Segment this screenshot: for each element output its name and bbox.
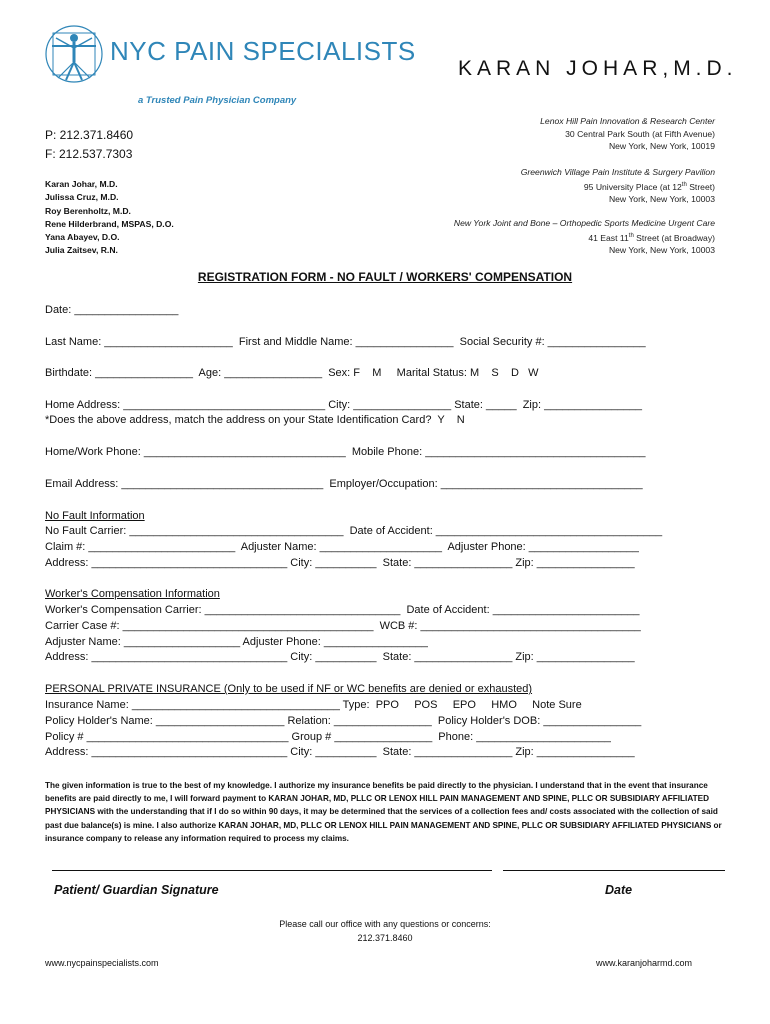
- signature-label: Patient/ Guardian Signature: [54, 883, 219, 897]
- date-label: Date: [605, 883, 633, 897]
- fax-number: F: 212.537.7303: [45, 147, 133, 161]
- signature-line[interactable]: [52, 870, 492, 871]
- location-greenwich: [521, 166, 715, 205]
- staff-list: [45, 178, 174, 258]
- footer-contact: [0, 917, 770, 945]
- location-address: 41 East 11th Street (at Broadway): [588, 232, 715, 243]
- staff-item: Karan Johar, M.D.: [45, 179, 118, 189]
- location-city: New York, New York, 10003: [608, 244, 715, 255]
- phone-fields[interactable]: Home/Work Phone: _________________________________ Mobile Phone: ____________________________________: [45, 446, 646, 458]
- staff-item: Roy Berenholtz, M.D.: [45, 205, 131, 216]
- no-fault-carrier[interactable]: No Fault Carrier: ___________________________________ Date of Accident: _____________________________________: [45, 525, 663, 537]
- private-insurance-name[interactable]: Insurance Name: __________________________________ Type: PPO POS EPO HMO Note Sure: [45, 699, 582, 711]
- form-title: REGISTRATION FORM - NO FAULT / WORKERS' COMPENSATION: [197, 270, 573, 284]
- private-insurance-heading: PERSONAL PRIVATE INSURANCE (Only to be used if NF or WC benefits are denied or exhausted): [45, 683, 533, 695]
- policy-number-fields[interactable]: Policy # _________________________________ Group # ________________ Phone: ______________________: [45, 731, 611, 743]
- staff-item: Rene Hilderbrand, MSPAS, D.O.: [45, 218, 174, 229]
- policy-holder-fields[interactable]: Policy Holder's Name: _____________________ Relation: ________________ Policy Holder's DOB: ________________: [45, 715, 642, 727]
- phone-number: P: 212.371.8460: [45, 128, 134, 142]
- vitruvian-figure-icon: [44, 24, 104, 84]
- location-name: Lenox Hill Pain Innovation & Research Center: [540, 116, 715, 126]
- staff-item: Julissa Cruz, M.D.: [45, 192, 119, 203]
- no-fault-address[interactable]: Address: ________________________________ City: __________ State: ________________ Zip: ________________: [45, 557, 635, 569]
- location-city: New York, New York, 10003: [608, 193, 715, 204]
- workers-comp-heading: Worker's Compensation Information: [45, 588, 220, 600]
- workers-comp-case[interactable]: Carrier Case #: _________________________________________ WCB #: ____________________________________: [45, 620, 641, 632]
- location-address: 30 Central Park South (at Fifth Avenue): [565, 128, 715, 139]
- name-fields[interactable]: Last Name: _____________________ First and Middle Name: ________________ Social Security #: ________________: [45, 336, 646, 348]
- location-lenox-hill: [540, 115, 715, 153]
- authorization-statement: The given information is true to the best of my knowledge. I authorize my insurance benefits be paid directly to the physician. I understand that in the event that insurance benefits are paid directly to me, I will forward payment to KARAN JOHAR, MD, PLLC OR LENOX HILL PAIN MANAGEMENT AND SPINE, PLLC OR SUBSIDIARY AFFILIATED PHYSICIANS with the understanding that if I do so within 90 days, it may be determined that the services of a collection fees and/ costs associated with the collection of said past due balance(s) is mine. I also authorize KARAN JOHAR, MD, PLLC OR LENOX HILL PAIN MANAGEMENT AND SPINE, PLLC OR SUBSIDIARY AFFILIATED PHYSICIANS or insurance company to release any information required to process my claims.: [45, 781, 722, 843]
- staff-item: Yana Abayev, D.O.: [45, 232, 120, 243]
- workers-comp-address[interactable]: Address: ________________________________ City: __________ State: ________________ Zip: ________________: [45, 651, 635, 663]
- location-joint-bone: [454, 217, 715, 256]
- footer-phone: 212.371.8460: [357, 933, 413, 943]
- date-field[interactable]: Date: _________________: [45, 304, 179, 316]
- website-link-right[interactable]: www.karanjoharmd.com: [595, 958, 692, 968]
- footer-call-text: Please call our office with any questions or concerns:: [279, 919, 491, 929]
- date-line[interactable]: [503, 870, 725, 871]
- staff-item: Julia Zaitsev, R.N.: [45, 245, 118, 256]
- contact-block: [45, 126, 133, 164]
- doctor-name: KARAN JOHAR,M.D.: [458, 57, 738, 80]
- no-fault-heading: No Fault Information: [45, 510, 145, 522]
- brand-name: NYC PAIN SPECIALISTS: [110, 36, 416, 66]
- birth-fields[interactable]: Birthdate: ________________ Age: ________________ Sex: F M Marital Status: M S D W: [45, 367, 539, 379]
- location-city: New York, New York, 10019: [608, 141, 715, 151]
- location-address: 95 University Place (at 12th Street): [583, 181, 715, 192]
- id-card-question[interactable]: *Does the above address, match the address on your State Identification Card? Y N: [45, 414, 465, 426]
- email-fields[interactable]: Email Address: _________________________________ Employer/Occupation: _________________________________: [45, 478, 643, 490]
- brand-tagline: a Trusted Pain Physician Company: [138, 95, 297, 106]
- home-address-fields[interactable]: Home Address: _________________________________ City: ________________ State: _____ Zip: ________________: [45, 399, 642, 411]
- website-link-left[interactable]: www.nycpainspecialists.com: [45, 958, 159, 968]
- no-fault-claim[interactable]: Claim #: ________________________ Adjuster Name: ____________________ Adjuster Phone: __________________: [45, 541, 639, 553]
- location-name: New York Joint and Bone – Orthopedic Sports Medicine Urgent Care: [453, 218, 715, 228]
- workers-comp-adjuster[interactable]: Adjuster Name: ___________________ Adjuster Phone: _________________: [45, 636, 428, 648]
- location-name: Greenwich Village Pain Institute & Surgery Pavilion: [520, 167, 715, 177]
- private-insurance-address[interactable]: Address: ________________________________ City: __________ State: ________________ Zip: ________________: [45, 746, 635, 758]
- workers-comp-carrier[interactable]: Worker's Compensation Carrier: ________________________________ Date of Accident: ________________________: [45, 604, 640, 616]
